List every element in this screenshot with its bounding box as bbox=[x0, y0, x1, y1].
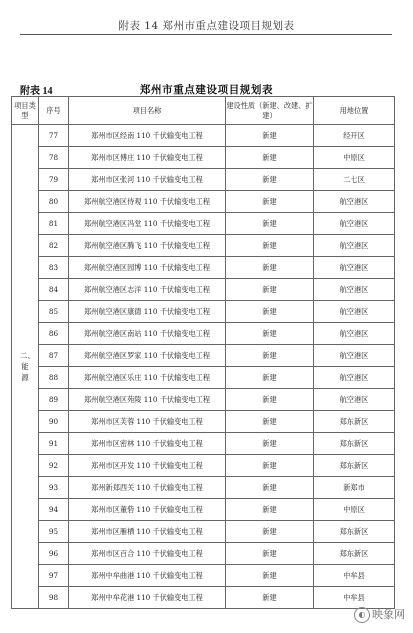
table-label: 附表 14 bbox=[20, 86, 53, 97]
construction-nature-cell: 新建 bbox=[226, 455, 314, 477]
index-cell: 79 bbox=[39, 169, 69, 191]
construction-nature-cell: 新建 bbox=[226, 323, 314, 345]
location-cell: 郑东新区 bbox=[314, 521, 395, 543]
location-cell: 新郑市 bbox=[314, 477, 395, 499]
location-cell: 经开区 bbox=[314, 125, 395, 147]
project-name-cell: 郑州航空港区园博 110 千伏输变电工程 bbox=[69, 257, 226, 279]
project-name-cell: 郑州市区芙蓉 110 千伏输变电工程 bbox=[69, 411, 226, 433]
location-cell: 航空港区 bbox=[314, 323, 395, 345]
location-cell: 郑东新区 bbox=[314, 411, 395, 433]
index-cell: 92 bbox=[39, 455, 69, 477]
index-cell: 97 bbox=[39, 565, 69, 587]
table-row bbox=[12, 213, 395, 235]
table-row bbox=[12, 565, 395, 587]
construction-nature-cell: 新建 bbox=[226, 191, 314, 213]
table-row bbox=[12, 345, 395, 367]
construction-nature-cell: 新建 bbox=[226, 235, 314, 257]
construction-nature-cell: 新建 bbox=[226, 499, 314, 521]
table-body bbox=[12, 125, 395, 609]
table-header-row bbox=[12, 97, 395, 125]
construction-nature-cell: 新建 bbox=[226, 477, 314, 499]
construction-nature-cell: 新建 bbox=[226, 147, 314, 169]
project-name-cell: 郑州市区密林 110 千伏输变电工程 bbox=[69, 433, 226, 455]
table-title: 郑州市重点建设项目规划表 bbox=[139, 84, 274, 96]
index-cell: 93 bbox=[39, 477, 69, 499]
location-cell: 航空港区 bbox=[314, 367, 395, 389]
project-name-cell: 郑州市区经南 110 千伏输变电工程 bbox=[69, 125, 226, 147]
project-name-cell: 郑州中牟花港 110 千伏输变电工程 bbox=[69, 587, 226, 609]
index-cell: 81 bbox=[39, 213, 69, 235]
project-name-cell: 郑州航空港区康德 110 千伏输变电工程 bbox=[69, 301, 226, 323]
table-row bbox=[12, 499, 395, 521]
project-name-cell: 郑州市区百合 110 千伏输变电工程 bbox=[69, 543, 226, 565]
location-cell: 郑东新区 bbox=[314, 543, 395, 565]
location-cell: 航空港区 bbox=[314, 213, 395, 235]
table-row bbox=[12, 455, 395, 477]
table-row bbox=[12, 125, 395, 147]
construction-nature-cell: 新建 bbox=[226, 169, 314, 191]
table-row bbox=[12, 169, 395, 191]
project-name-cell: 郑州市区张河 110 千伏输变电工程 bbox=[69, 169, 226, 191]
project-name-cell: 郑州市区傅庄 110 千伏输变电工程 bbox=[69, 147, 226, 169]
location-cell: 航空港区 bbox=[314, 235, 395, 257]
wechat-icon: ◐ bbox=[354, 607, 370, 623]
index-cell: 83 bbox=[39, 257, 69, 279]
index-cell: 89 bbox=[39, 389, 69, 411]
index-cell: 80 bbox=[39, 191, 69, 213]
location-cell: 航空港区 bbox=[314, 345, 395, 367]
watermark bbox=[354, 606, 405, 623]
column-header-name: 项目名称 bbox=[69, 97, 226, 125]
index-cell: 94 bbox=[39, 499, 69, 521]
index-cell: 78 bbox=[39, 147, 69, 169]
category-label: 二、能源 bbox=[20, 351, 35, 382]
index-cell: 85 bbox=[39, 301, 69, 323]
column-header-location: 用地位置 bbox=[314, 97, 395, 125]
construction-nature-cell: 新建 bbox=[226, 521, 314, 543]
running-header: 附表 14 郑州市重点建设项目规划表 bbox=[118, 20, 295, 32]
construction-nature-cell: 新建 bbox=[226, 543, 314, 565]
table-row bbox=[12, 477, 395, 499]
project-name-cell: 郑州航空港区冯堂 110 千伏输变电工程 bbox=[69, 213, 226, 235]
construction-nature-cell: 新建 bbox=[226, 587, 314, 609]
table-row bbox=[12, 191, 395, 213]
construction-nature-cell: 新建 bbox=[226, 257, 314, 279]
location-cell: 郑东新区 bbox=[314, 433, 395, 455]
location-cell: 二七区 bbox=[314, 169, 395, 191]
project-name-cell: 郑州航空港区侍观 110 千伏输变电工程 bbox=[69, 191, 226, 213]
index-cell: 77 bbox=[39, 125, 69, 147]
table-row bbox=[12, 543, 395, 565]
location-cell: 中牟县 bbox=[314, 587, 395, 609]
location-cell: 中原区 bbox=[314, 147, 395, 169]
construction-nature-cell: 新建 bbox=[226, 279, 314, 301]
table-row bbox=[12, 411, 395, 433]
column-header-index: 序号 bbox=[39, 97, 69, 125]
table-row bbox=[12, 587, 395, 609]
table-row bbox=[12, 235, 395, 257]
table-row bbox=[12, 279, 395, 301]
project-name-cell: 郑州航空港区罗家 110 千伏输变电工程 bbox=[69, 345, 226, 367]
header-rule bbox=[20, 34, 392, 35]
construction-nature-cell: 新建 bbox=[226, 565, 314, 587]
table-row bbox=[12, 301, 395, 323]
construction-nature-cell: 新建 bbox=[226, 301, 314, 323]
location-cell: 郑东新区 bbox=[314, 455, 395, 477]
index-cell: 91 bbox=[39, 433, 69, 455]
location-cell: 中牟县 bbox=[314, 565, 395, 587]
table-row bbox=[12, 323, 395, 345]
construction-nature-cell: 新建 bbox=[226, 433, 314, 455]
index-cell: 88 bbox=[39, 367, 69, 389]
construction-nature-cell: 新建 bbox=[226, 411, 314, 433]
construction-nature-cell: 新建 bbox=[226, 367, 314, 389]
index-cell: 87 bbox=[39, 345, 69, 367]
project-plan-table bbox=[11, 96, 395, 609]
index-cell: 98 bbox=[39, 587, 69, 609]
project-name-cell: 郑州航空港区志洋 110 千伏输变电工程 bbox=[69, 279, 226, 301]
location-cell: 航空港区 bbox=[314, 257, 395, 279]
location-cell: 航空港区 bbox=[314, 301, 395, 323]
construction-nature-cell: 新建 bbox=[226, 213, 314, 235]
column-header-category: 项目类型 bbox=[12, 97, 39, 125]
index-cell: 84 bbox=[39, 279, 69, 301]
project-name-cell: 郑州航空港区苑陵 110 千伏输变电工程 bbox=[69, 389, 226, 411]
construction-nature-cell: 新建 bbox=[226, 125, 314, 147]
table-row bbox=[12, 521, 395, 543]
project-name-cell: 郑州中牟曲港 110 千伏输变电工程 bbox=[69, 565, 226, 587]
table-row bbox=[12, 257, 395, 279]
location-cell: 航空港区 bbox=[314, 389, 395, 411]
project-name-cell: 郑州航空港区腾飞 110 千伏输变电工程 bbox=[69, 235, 226, 257]
category-cell bbox=[12, 125, 39, 609]
index-cell: 96 bbox=[39, 543, 69, 565]
project-name-cell: 郑州市区雁栖 110 千伏输变电工程 bbox=[69, 521, 226, 543]
location-cell: 中原区 bbox=[314, 499, 395, 521]
project-name-cell: 郑州市区开发 110 千伏输变电工程 bbox=[69, 455, 226, 477]
project-name-cell: 郑州航空港区南站 110 千伏输变电工程 bbox=[69, 323, 226, 345]
watermark-text: 映象网 bbox=[372, 608, 405, 621]
construction-nature-cell: 新建 bbox=[226, 345, 314, 367]
column-header-nature: 建设性质（新建、改建、扩建） bbox=[226, 97, 314, 125]
construction-nature-cell: 新建 bbox=[226, 389, 314, 411]
project-name-cell: 郑州市区董砦 110 千伏输变电工程 bbox=[69, 499, 226, 521]
table-row bbox=[12, 367, 395, 389]
index-cell: 86 bbox=[39, 323, 69, 345]
location-cell: 航空港区 bbox=[314, 191, 395, 213]
project-name-cell: 郑州新郑西关 110 千伏输变电工程 bbox=[69, 477, 226, 499]
location-cell: 航空港区 bbox=[314, 279, 395, 301]
index-cell: 95 bbox=[39, 521, 69, 543]
table-row bbox=[12, 147, 395, 169]
index-cell: 90 bbox=[39, 411, 69, 433]
table-row bbox=[12, 389, 395, 411]
project-name-cell: 郑州航空港区乐庄 110 千伏输变电工程 bbox=[69, 367, 226, 389]
table-row bbox=[12, 433, 395, 455]
index-cell: 82 bbox=[39, 235, 69, 257]
